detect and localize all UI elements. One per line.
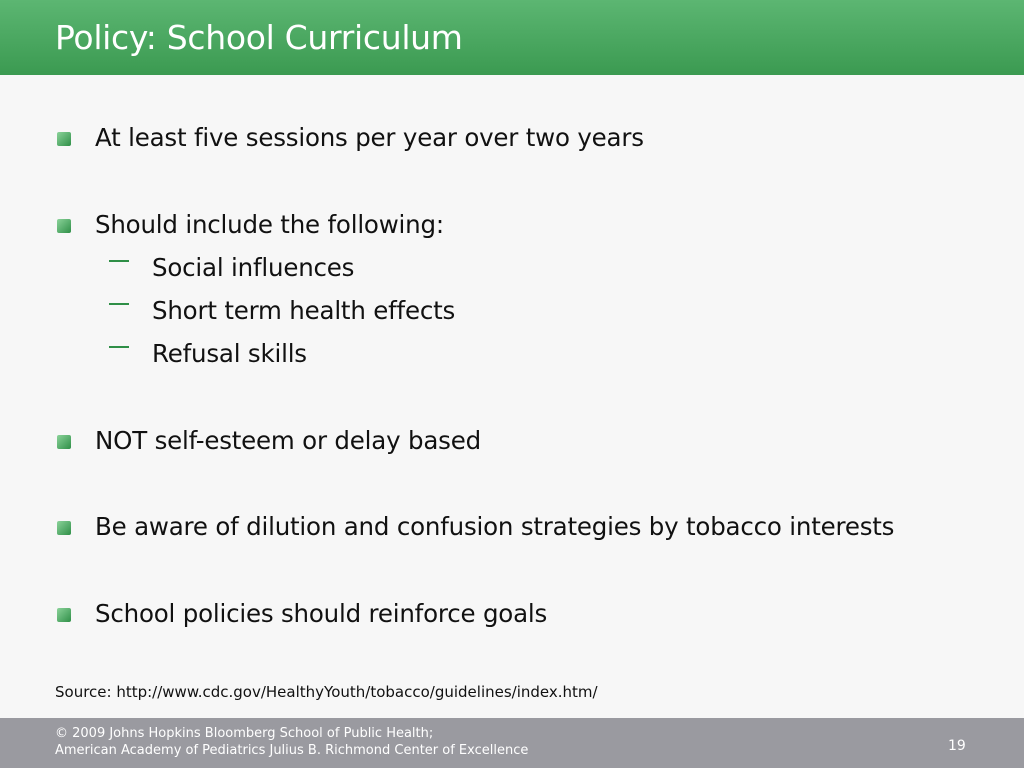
- dash-icon: [109, 346, 129, 348]
- dash-icon: [109, 260, 129, 262]
- bullet-text: At least five sessions per year over two years: [95, 123, 644, 152]
- bullet-square-icon: [57, 608, 71, 622]
- bullet-square-icon: [57, 435, 71, 449]
- dash-icon: [109, 303, 129, 305]
- footer-bar: [0, 718, 1024, 768]
- bullet-text: NOT self-esteem or delay based: [95, 426, 481, 455]
- bullet-text: Be aware of dilution and confusion strategies by tobacco interests: [95, 512, 895, 541]
- footer-copyright: © 2009 Johns Hopkins Bloomberg School of Public Health;: [55, 726, 434, 741]
- bullet-square-icon: [57, 521, 71, 535]
- sub-bullet-text: Refusal skills: [152, 339, 307, 368]
- bullet-square-icon: [57, 132, 71, 146]
- bullet-text: Should include the following:: [95, 210, 444, 239]
- footer-organization: American Academy of Pediatrics Julius B. Richmond Center of Excellence: [55, 743, 529, 758]
- title-bar: [0, 0, 1024, 75]
- slide-title: Policy: School Curriculum: [55, 18, 463, 57]
- page-number: 19: [948, 738, 966, 754]
- sub-bullet-text: Social influences: [152, 253, 355, 282]
- sub-bullet-text: Short term health effects: [152, 296, 456, 325]
- bullet-text: School policies should reinforce goals: [95, 599, 548, 628]
- source-citation: Source: http://www.cdc.gov/HealthyYouth/tobacco/guidelines/index.htm/: [55, 683, 598, 701]
- bullet-square-icon: [57, 219, 71, 233]
